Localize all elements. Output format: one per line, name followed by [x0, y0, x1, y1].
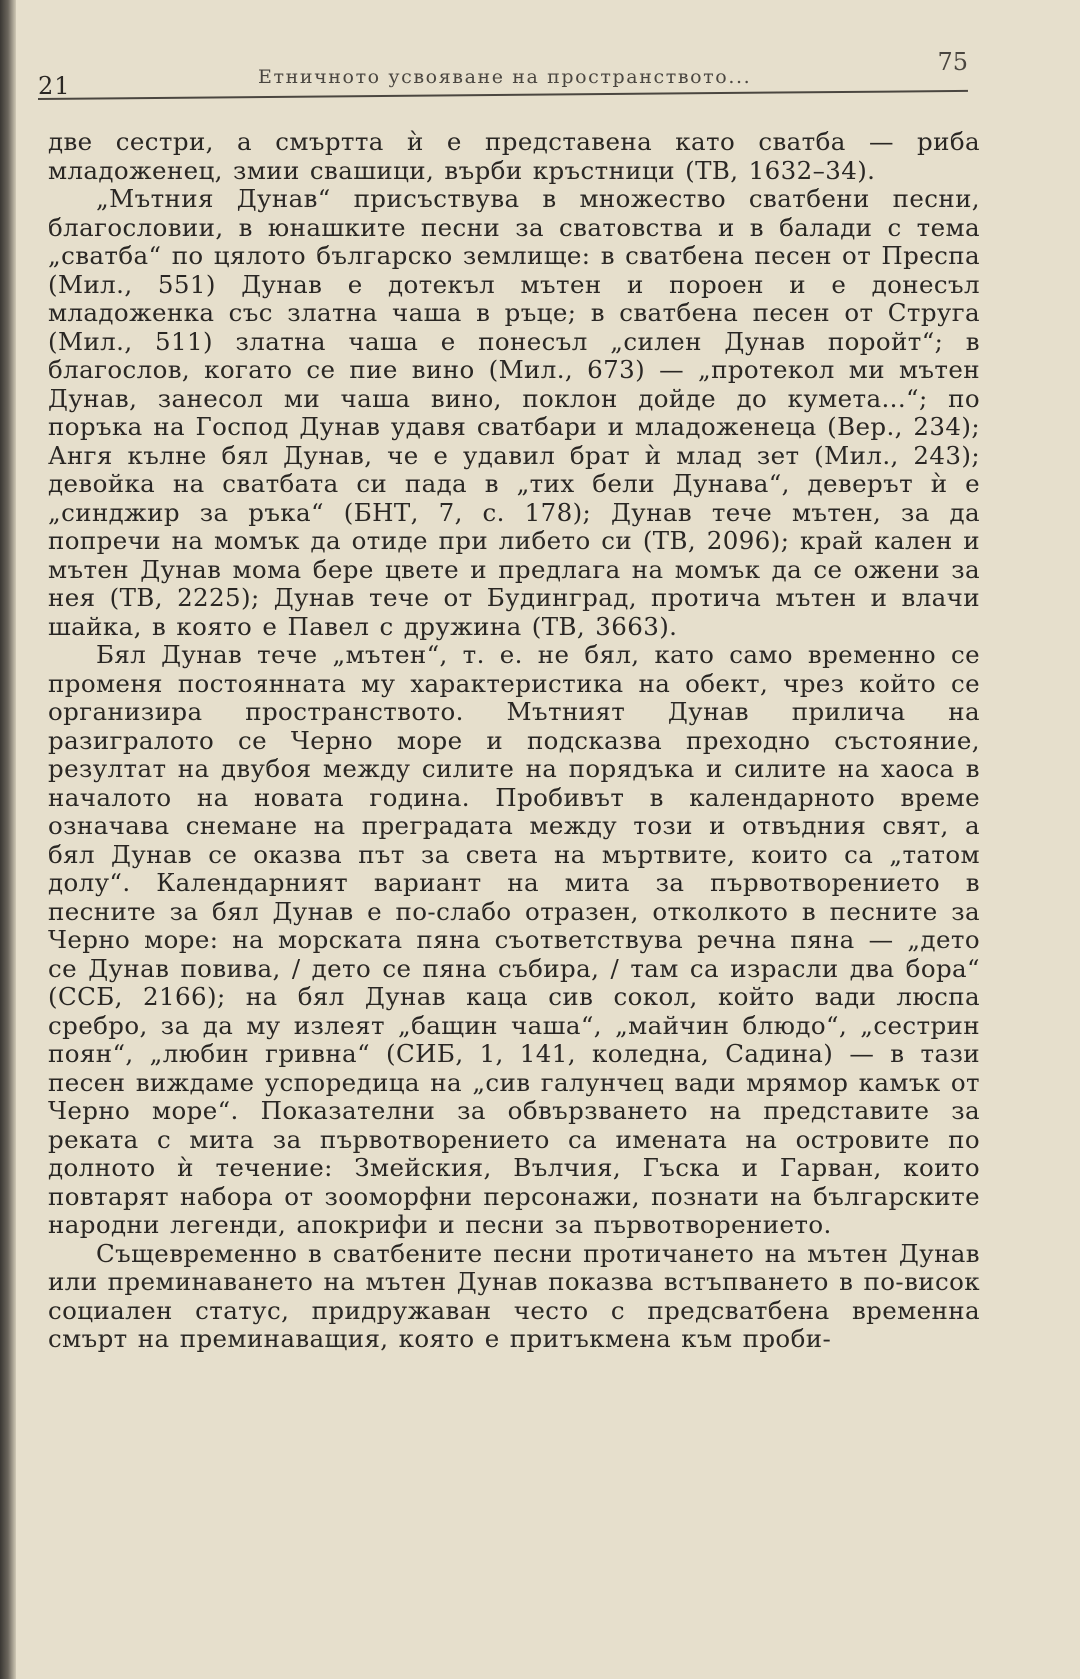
page-number: 75: [937, 48, 968, 76]
paragraph: Същевременно в сватбените песни протичането на мътен Дунав или преминаването на мътен Дунав показва встъпването в по-висок социален статус, придружаван често с предсватбена временна смърт на преминаващия, която е притъкмена към проби-: [48, 1238, 980, 1353]
book-spine: [0, 0, 16, 1679]
header-rule: [38, 90, 968, 100]
page-header: [38, 48, 968, 100]
paragraph-continued: две сестри, а смъртта ѝ е представена като сватба — риба младоженец, змии свашици, върби кръстници (ТВ, 1632–34).: [48, 127, 980, 185]
section-number: 21: [38, 72, 71, 100]
paragraph: Бял Дунав тече „мътен“, т. е. не бял, като само временно се променя постоянната му характеристика на обект, чрез който се организира пространството. Мътният Дунав прилича на разигралото се Черно море и подсказва преходно състояние, резултат на двубоя между силите на порядъка и силите на хаоса в началото на новата година. Пробивът в календарното време означава снемане на преградата между този и отвъдния свят, а бял Дунав се оказва път за света на мъртвите, които са „татом долу“. Календарният вариант на мита за първотворението в песните за бял Дунав е по-слабо отразен, отколкото в песните за Черно море: на морската пяна съответствува речна пяна — „дето се Дунав повива, / дето се пяна събира, / там са израсли два бора“ (ССБ, 2166); на бял Дунав каца сив сокол, който вади люспа сребро, за да му излеят „бащин чаша“, „майчин блюдо“, „сестрин поян“, „любин гривна“ (СИБ, 1, 141, коледна, Садина) — в тази песен виждаме успоредица на „сив галунчец вади мрямор камък от Черно море“. Показателни за обвързването на представите за реката с мита за първотворението са имената на островите по долното ѝ течение: Змейския, Вълчия, Гъска и Гарван, които повтарят набора от зооморфни персонажи, познати на българските народни легенди, апокрифи и песни за първотворението.: [48, 640, 980, 1239]
body-text: [48, 128, 980, 1354]
paragraph: „Мътния Дунав“ присъствува в множество сватбени песни, благословии, в юнашките песни за сватовства и в балади с тема „сватба“ по цялото българско землище: в сватбена песен от Преспа (Мил., 551) Дунав е дотекъл мътен и пороен и е донесъл младоженка със златна чаша в ръце; в сватбена песен от Струга (Мил., 511) златна чаша е понесъл „силен Дунав поройт“; в благослов, когато се пие вино (Мил., 673) — „протекол ми мътен Дунав, занесол ми чаша вино, поклон дойде до кумета...“; по поръка на Господ Дунав удавя сватбари и младоженеца (Вер., 234); Ангя кълне бял Дунав, че е удавил брат ѝ млад зет (Мил., 243); девойка на сватбата си пада в „тих бели Дунава“, деверът ѝ е „синджир за ръка“ (БНТ, 7, с. 178); Дунав тече мътен, за да попречи на момък да отиде при либето си (ТВ, 2096); край кален и мътен Дунав мома бере цвете и предлага на момък да се ожени за нея (ТВ, 2225); Дунав тече от Будинград, протича мътен и влачи шайка, в която е Павел с дружина (ТВ, 3663).: [48, 184, 980, 641]
running-title: Етничното усвояване на пространството...: [258, 66, 752, 88]
